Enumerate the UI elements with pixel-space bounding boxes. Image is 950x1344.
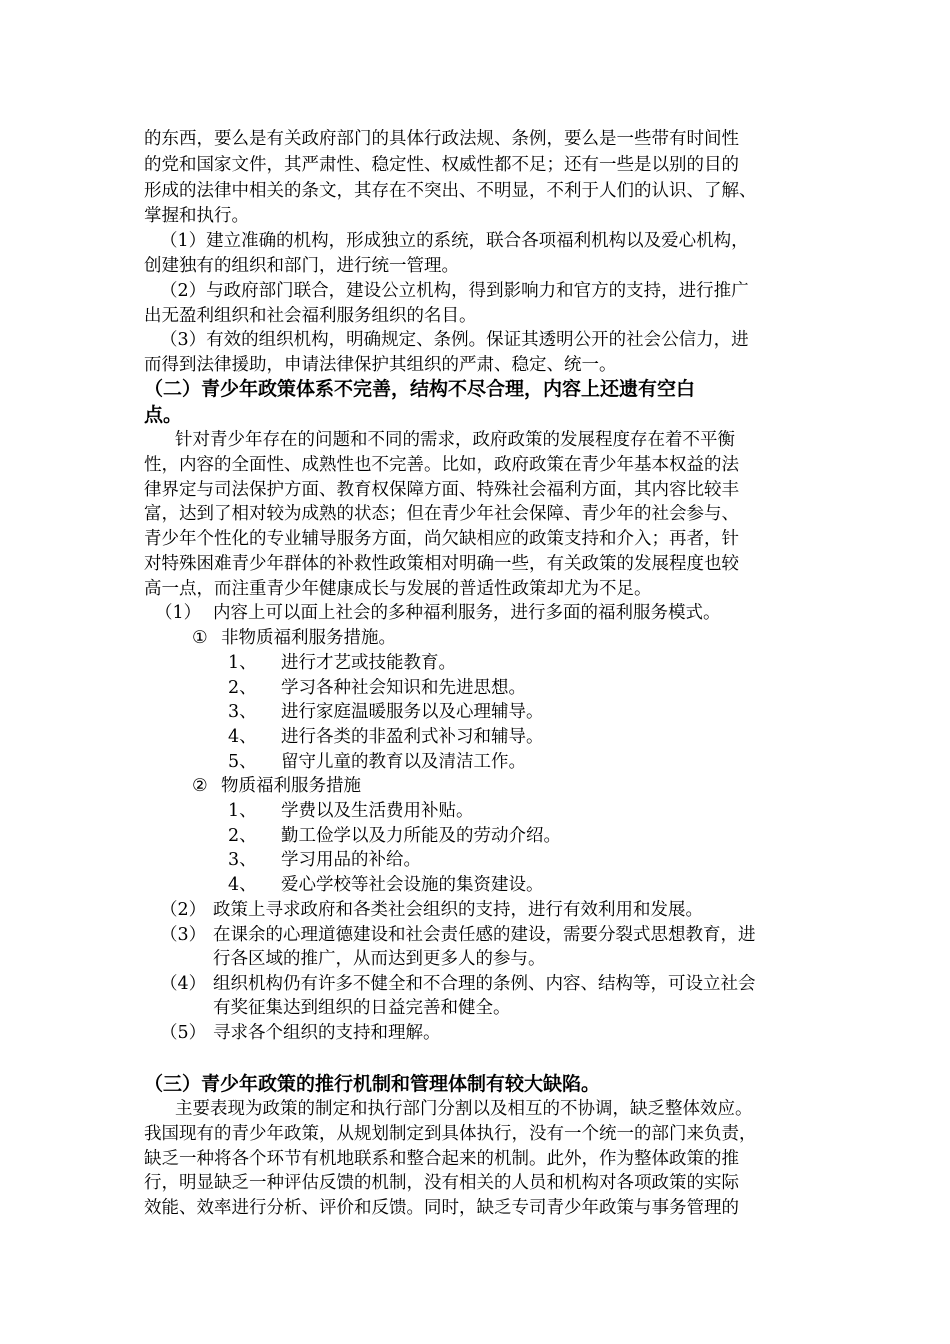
item-3-number: （3） (160, 925, 207, 945)
section-3-body-line-4: 行，明显缺乏一种评估反馈的机制，没有相关的人员和机构对各项政策的实际 (144, 1173, 739, 1193)
section-2-body-line-1: 针对青少年存在的问题和不同的需求，政府政策的发展程度存在着不平衡 (175, 430, 735, 450)
item-5-line-1: 寻求各个组织的支持和理解。 (213, 1023, 441, 1043)
section-2-body-line-2: 性，内容的全面性、成熟性也不完善。比如，政府政策在青少年基本权益的法 (144, 455, 739, 475)
section-3-heading: （三）青少年政策的推行机制和管理体制有较大缺陷。 (144, 1073, 601, 1095)
measure-3-line-1: （3）有效的组织机构，明确规定、条例。保证其透明公开的社会公信力，进 (160, 330, 749, 350)
section-2-body-line-4: 富，达到了相对较为成熟的状态；但在青少年社会保障、青少年的社会参与、 (144, 504, 739, 524)
item-2-line-1: 政策上寻求政府和各类社会组织的支持，进行有效利用和发展。 (213, 900, 703, 920)
item-1-text: 内容上可以面上社会的多种福利服务，进行多面的福利服务模式。 (213, 603, 721, 623)
sub-2-item-4-number: 4、 (228, 875, 257, 895)
item-3-line-1: 在课余的心理道德建设和社会责任感的建设，需要分裂式思想教育，进 (213, 925, 756, 945)
measure-1-line-1: （1）建立准确的机构，形成独立的系统，联合各项福利机构以及爱心机构， (160, 231, 749, 251)
section-3-body-line-2: 我国现有的青少年政策，从规划制定到具体执行，没有一个统一的部门来负责， (144, 1124, 757, 1144)
item-3-line-2: 行各区域的推广，从而达到更多人的参与。 (213, 949, 546, 969)
item-4-line-2: 有奖征集达到组织的日益完善和健全。 (213, 998, 511, 1018)
paragraph-1-line-2: 的党和国家文件，其严肃性、稳定性、权威性都不足；还有一些是以别的目的 (144, 155, 739, 175)
section-2-body-line-6: 对特殊困难青少年群体的补救性政策相对明确一些，有关政策的发展程度也较 (144, 554, 739, 574)
measure-2-line-1: （2）与政府部门联合，建设公立机构，得到影响力和官方的支持，进行推广 (160, 281, 749, 301)
sub-1-title: 非物质福利服务措施。 (221, 628, 396, 648)
section-2-heading-line-2: 点。 (144, 404, 183, 426)
sub-1-item-3-text: 进行家庭温暖服务以及心理辅导。 (281, 702, 544, 722)
sub-1-item-5-number: 5、 (228, 752, 257, 772)
sub-1-item-5-text: 留守儿童的教育以及清洁工作。 (281, 752, 526, 772)
measure-1-line-2: 创建独有的组织和部门，进行统一管理。 (144, 256, 459, 276)
section-3-body-line-3: 缺乏一种将各个环节有机地联系和整合起来的机制。此外，作为整体政策的推 (144, 1149, 739, 1169)
section-2-body-line-7: 高一点，而注重青少年健康成长与发展的普适性政策却尤为不足。 (144, 579, 652, 599)
item-1-number: （1） (155, 603, 202, 623)
section-3-body-line-5: 效能、效率进行分析、评价和反馈。同时，缺乏专司青少年政策与事务管理的 (144, 1198, 739, 1218)
sub-2-item-2-number: 2、 (228, 826, 257, 846)
item-4-number: （4） (160, 974, 207, 994)
sub-1-item-2-number: 2、 (228, 678, 257, 698)
paragraph-1-line-4: 掌握和执行。 (144, 206, 249, 226)
section-2-body-line-5: 青少年个性化的专业辅导服务方面，尚欠缺相应的政策支持和介入；再者，针 (144, 529, 739, 549)
section-3-body-line-1: 主要表现为政策的制定和执行部门分割以及相互的不协调，缺乏整体效应。 (175, 1099, 753, 1119)
item-4-line-1: 组织机构仍有许多不健全和不合理的条例、内容、结构等，可设立社会 (213, 974, 756, 994)
sub-2-item-2-text: 勤工俭学以及力所能及的劳动介绍。 (281, 826, 561, 846)
item-5-number: （5） (160, 1023, 207, 1043)
section-2-heading-line-1: （二）青少年政策体系不完善，结构不尽合理，内容上还遗有空白 (144, 378, 696, 400)
sub-1-item-4-text: 进行各类的非盈利式补习和辅导。 (281, 727, 544, 747)
sub-1-item-2-text: 学习各种社会知识和先进思想。 (281, 678, 526, 698)
sub-2-item-4-text: 爱心学校等社会设施的集资建设。 (281, 875, 544, 895)
measure-3-line-2: 而得到法律援助，申请法律保护其组织的严肃、稳定、统一。 (144, 355, 617, 375)
sub-2-item-1-text: 学费以及生活费用补贴。 (281, 801, 474, 821)
sub-2-title: 物质福利服务措施 (221, 776, 361, 796)
item-2-number: （2） (160, 900, 207, 920)
sub-1-item-4-number: 4、 (228, 727, 257, 747)
measure-2-line-2: 出无盈利组织和社会福利服务组织的名目。 (144, 306, 477, 326)
paragraph-1-line-1: 的东西，要么是有关政府部门的具体行政法规、条例，要么是一些带有时间性 (144, 129, 739, 149)
section-2-body-line-3: 律界定与司法保护方面、教育权保障方面、特殊社会福利方面，其内容比较丰 (144, 480, 739, 500)
sub-2-item-3-number: 3、 (228, 850, 257, 870)
sub-1-item-1-number: 1、 (228, 653, 257, 673)
sub-1-marker: ① (192, 628, 208, 648)
paragraph-1-line-3: 形成的法律中相关的条文，其存在不突出、不明显，不利于人们的认识、了解、 (144, 181, 757, 201)
sub-2-item-3-text: 学习用品的补给。 (281, 850, 421, 870)
sub-2-marker: ② (192, 776, 208, 796)
sub-2-item-1-number: 1、 (228, 801, 257, 821)
sub-1-item-1-text: 进行才艺或技能教育。 (281, 653, 456, 673)
sub-1-item-3-number: 3、 (228, 702, 257, 722)
